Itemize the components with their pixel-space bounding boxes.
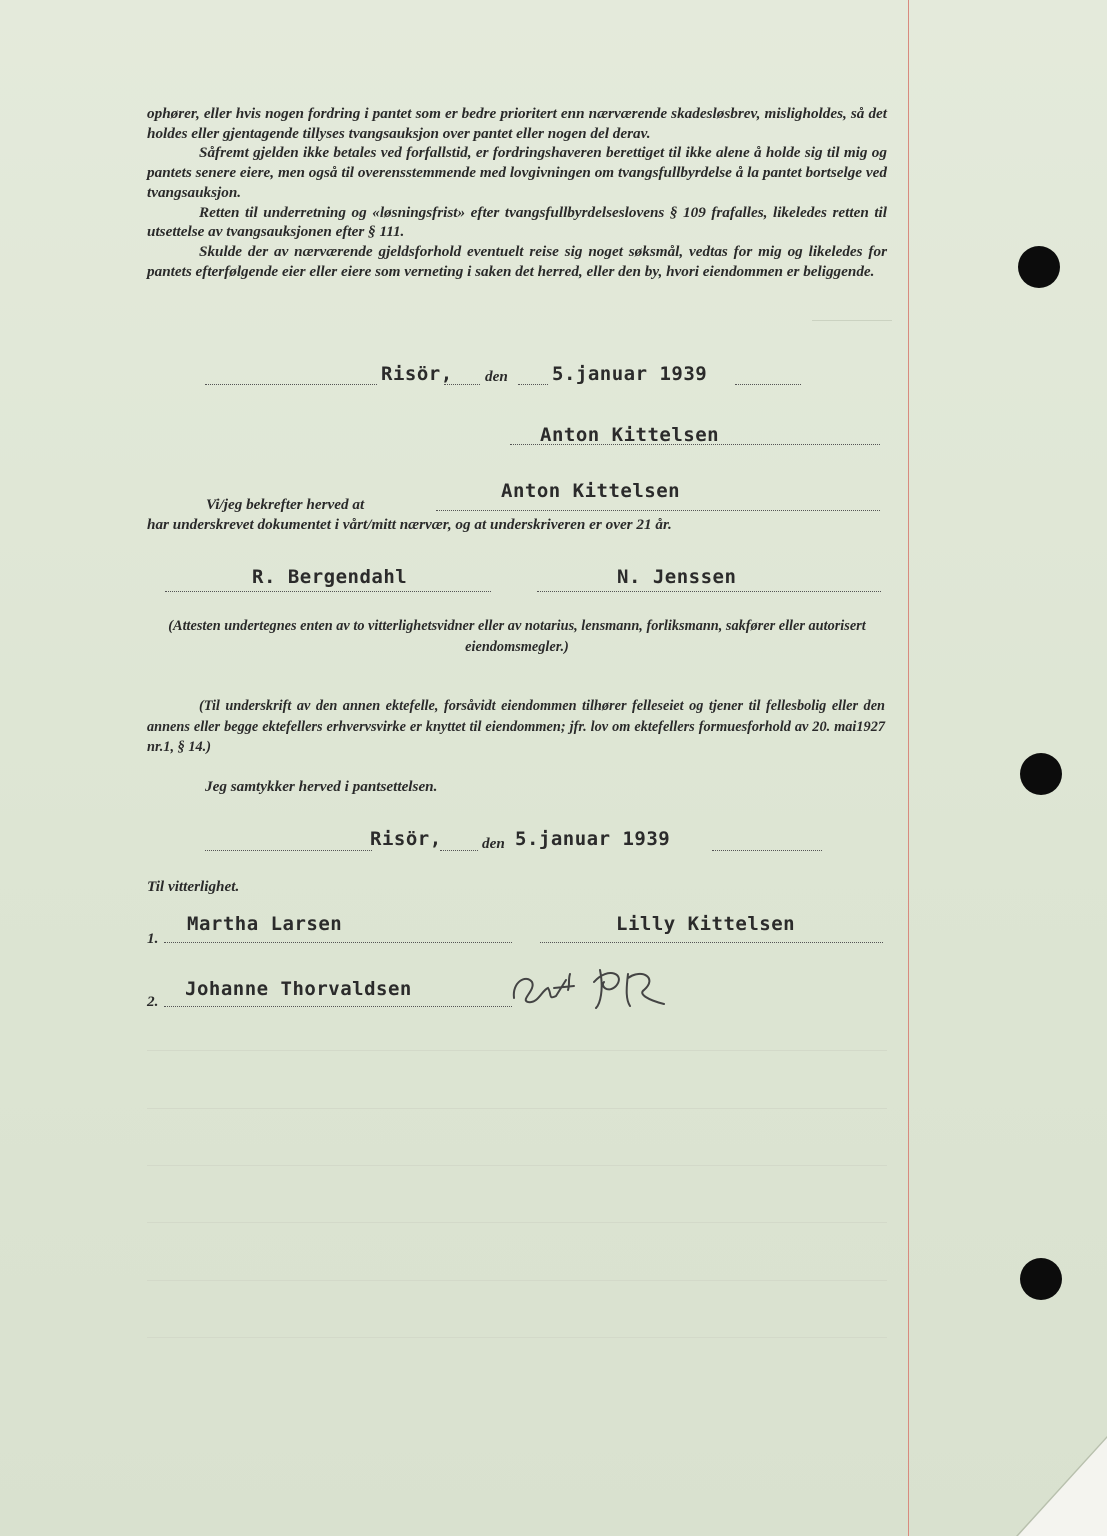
owner-signature: Anton Kittelsen: [540, 424, 720, 446]
witness-signature: Johanne Thorvaldsen: [185, 978, 412, 1000]
witness-number: 1.: [147, 930, 159, 947]
dotted-line: [540, 942, 883, 943]
punch-hole: [1020, 753, 1062, 795]
paragraph: Skulde der av nærværende gjeldsforhold eventuelt reise sig noget søksmål, vedtas for mig og likeledes for pantets efterfølgende eier eller eiere som verneting i saken det herred, eller den by, hvori eiendommen er beliggende.: [147, 242, 887, 280]
dotted-line: [735, 384, 801, 385]
show-through: [147, 1108, 887, 1110]
punch-hole: [1018, 246, 1060, 288]
witness-signature: N. Jenssen: [617, 566, 737, 588]
witness-signature: R. Bergendahl: [252, 566, 408, 588]
punch-hole: [1020, 1258, 1062, 1300]
dotted-line: [444, 384, 480, 385]
handwritten-initials: [508, 960, 678, 1012]
den-label: den: [482, 835, 505, 852]
margin-line: [908, 0, 909, 1536]
spouse-note: [147, 696, 885, 758]
vitterlighet-label: Til vitterlighet.: [147, 878, 240, 895]
confirm-name: Anton Kittelsen: [501, 480, 681, 502]
den-label: den: [485, 368, 508, 385]
witness-signature: Martha Larsen: [187, 913, 343, 935]
page-corner-fold: [1018, 1438, 1107, 1536]
dotted-line: [712, 850, 822, 851]
show-through: [147, 1222, 887, 1224]
dotted-line: [164, 942, 512, 943]
dotted-line: [537, 591, 881, 592]
witness-number: 2.: [147, 993, 159, 1010]
dotted-line: [436, 510, 880, 511]
dotted-line: [440, 850, 478, 851]
dotted-line: [164, 1006, 512, 1007]
spouse-signature: Lilly Kittelsen: [616, 913, 796, 935]
dotted-line: [510, 444, 880, 445]
show-through: [812, 320, 892, 331]
show-through: [147, 1050, 887, 1052]
dotted-line: [165, 591, 491, 592]
show-through: [147, 1165, 887, 1167]
date: 5.januar 1939: [552, 363, 708, 385]
dotted-line: [205, 384, 377, 385]
paragraph: ophører, eller hvis nogen fordring i pantet som er bedre prioritert enn nærværende skadesløsbrev, misligholdes, så det holdes eller gjentagende tillyses tvangsauksjon over pantet eller nogen del derav.: [147, 105, 887, 142]
date: 5.januar 1939: [515, 828, 671, 850]
consent-text: Jeg samtykker herved i pantsettelsen.: [205, 778, 438, 795]
attest-note: (Attesten undertegnes enten av to vitterlighetsvidner eller av notarius, lensmann, forliksmann, sakfører eller autorisert eiendomsmegler.): [168, 618, 866, 655]
dotted-line: [205, 850, 372, 851]
place: Risör,: [370, 828, 442, 850]
body-text: [147, 104, 887, 281]
spouse-note-text: (Til underskrift av den annen ektefelle, forsåvidt eiendommen tilhører felleseiet og tjener til fellesbolig eller den annens eller begge ektefellers erhvervsvirke er knyttet til eiendommen; jfr. lov om ektefellers formuesforhold av 20. mai1927 nr.1, § 14.): [147, 698, 885, 756]
paragraph: Retten til underretning og «løsningsfrist» efter tvangsfullbyrdelseslovens § 109 frafalles, likeledes retten til utsettelse av tvangsauksjonen efter § 111.: [147, 203, 887, 241]
show-through: [147, 1280, 887, 1282]
confirm-suffix: har underskrevet dokumentet i vårt/mitt nærvær, og at underskriveren er over 21 år.: [147, 516, 672, 533]
dotted-line: [518, 384, 548, 385]
place: Risör,: [381, 363, 453, 385]
paragraph: Såfremt gjelden ikke betales ved forfallstid, er fordringshaveren berettiget til ikke alene å holde sig til mig og pantets senere eiere, men også til overensstemmende med lovgivningen om tvangsfullbyrdelse å la pantet bortselge ved tvangsauksjon.: [147, 144, 887, 201]
confirm-prefix: Vi/jeg bekrefter herved at: [206, 496, 365, 513]
show-through: [147, 1337, 887, 1339]
